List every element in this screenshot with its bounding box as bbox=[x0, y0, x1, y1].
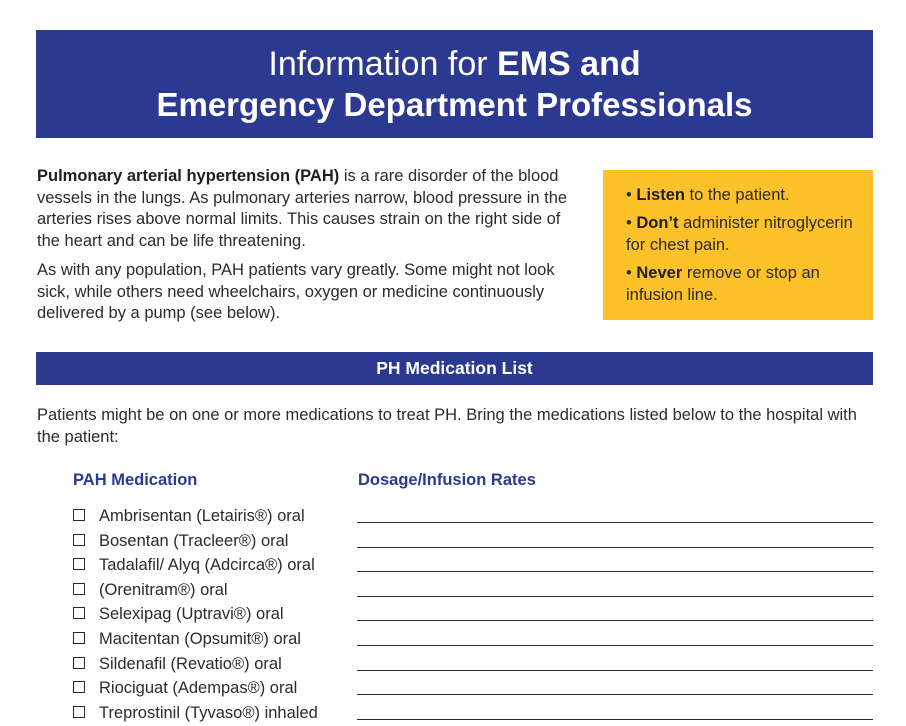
intro-paragraph-1-rest: is a rare disorder of the blood vessels in the lungs. As pulmonary arteries narrow, blood pressure in the arteries rises above normal limits. This causes strain on the right side of the heart and can be life threatening. bbox=[37, 167, 568, 250]
intro-paragraph-2: As with any population, PAH patients vary greatly. Some might not look sick, while others need wheelchairs, oxygen or medicine continuously delivered by a pump (see below). bbox=[37, 261, 555, 322]
callout-item: • Listen to the patient. bbox=[626, 186, 790, 204]
medication-checkbox[interactable] bbox=[73, 509, 85, 521]
dosage-entry-line[interactable] bbox=[357, 645, 873, 646]
medication-checkbox[interactable] bbox=[73, 607, 85, 619]
banner-title-line2: Emergency Department Professionals bbox=[156, 86, 753, 123]
intro-term: Pulmonary arterial hypertension (PAH) bbox=[37, 167, 340, 185]
medication-row bbox=[73, 603, 873, 628]
medication-label: Macitentan (Opsumit®) oral bbox=[99, 629, 301, 648]
dosage-entry-line[interactable] bbox=[357, 620, 873, 621]
medication-label: Sildenafil (Revatio®) oral bbox=[99, 654, 282, 673]
warning-callout bbox=[603, 170, 873, 320]
callout-item-text: remove or stop an infusion line. bbox=[626, 264, 820, 304]
medication-row bbox=[73, 579, 873, 604]
banner-title-line1 bbox=[36, 44, 873, 84]
banner-title-bold: EMS and bbox=[497, 45, 641, 83]
callout-item-text: administer nitroglycerin for chest pain. bbox=[626, 214, 853, 254]
dosage-entry-line[interactable] bbox=[357, 670, 873, 671]
medication-label: Ambrisentan (Letairis®) oral bbox=[99, 507, 305, 525]
dosage-entry-line[interactable] bbox=[357, 571, 873, 572]
column-header-medication: PAH Medication bbox=[73, 471, 198, 489]
dosage-entry-line[interactable] bbox=[357, 522, 873, 523]
medication-row bbox=[73, 505, 873, 530]
intro-paragraph-1 bbox=[37, 166, 582, 252]
medication-checkbox[interactable] bbox=[73, 681, 85, 693]
dosage-entry-line[interactable] bbox=[357, 694, 873, 695]
medication-label: Riociguat (Adempas®) oral bbox=[99, 679, 298, 698]
medication-intro-text: Patients might be on one or more medications to treat PH. Bring the medications listed below to the hospital with the patient: bbox=[37, 406, 857, 446]
medication-row bbox=[73, 628, 873, 653]
callout-item-keyword: Don’t bbox=[636, 214, 679, 232]
banner-title-light: Information for bbox=[268, 45, 498, 83]
medication-label: Selexipag (Uptravi®) oral bbox=[99, 605, 284, 624]
medication-checkbox[interactable] bbox=[73, 583, 85, 595]
callout-item-keyword: Never bbox=[636, 264, 683, 282]
title-banner bbox=[36, 30, 873, 138]
medication-checkbox[interactable] bbox=[73, 534, 85, 546]
dosage-entry-line[interactable] bbox=[357, 547, 873, 548]
callout-item: • Don’t administer nitroglycerin for chest pain. bbox=[626, 214, 853, 254]
medication-row bbox=[73, 554, 873, 579]
intro-text bbox=[37, 166, 582, 333]
callout-item-text: to the patient. bbox=[684, 186, 790, 204]
medication-row bbox=[73, 653, 873, 678]
medication-checklist bbox=[73, 505, 873, 726]
medication-label: Treprostinil (Tyvaso®) inhaled bbox=[99, 703, 318, 722]
medication-checkbox[interactable] bbox=[73, 706, 85, 718]
callout-item: • Never remove or stop an infusion line. bbox=[626, 264, 820, 304]
medication-label: (Orenitram®) oral bbox=[99, 580, 228, 599]
section-header-medication-list: PH Medication List bbox=[36, 352, 873, 385]
medication-label: Tadalafil/ Alyq (Adcirca®) oral bbox=[99, 556, 315, 575]
medication-checkbox[interactable] bbox=[73, 632, 85, 644]
medication-row bbox=[73, 702, 873, 726]
callout-item-keyword: Listen bbox=[636, 186, 685, 204]
column-header-dosage: Dosage/Infusion Rates bbox=[358, 471, 536, 489]
medication-row bbox=[73, 530, 873, 555]
medication-checkbox[interactable] bbox=[73, 657, 85, 669]
medication-label: Bosentan (Tracleer®) oral bbox=[99, 531, 289, 550]
dosage-entry-line[interactable] bbox=[357, 596, 873, 597]
dosage-entry-line[interactable] bbox=[357, 719, 873, 720]
medication-checkbox[interactable] bbox=[73, 558, 85, 570]
medication-row bbox=[73, 677, 873, 702]
